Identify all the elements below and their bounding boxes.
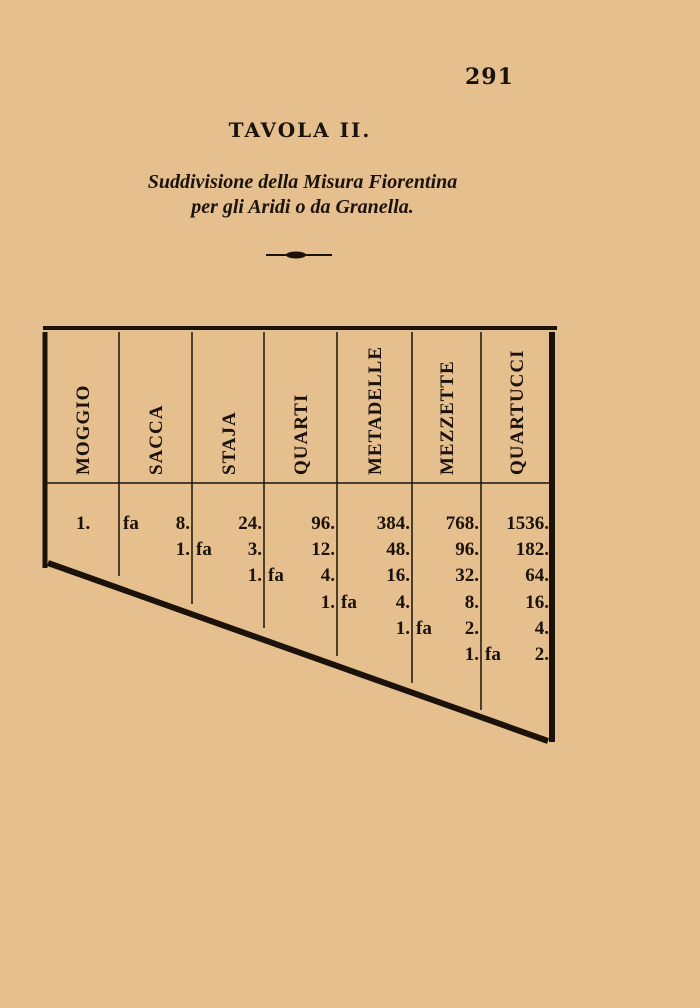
cell-prefix: fa bbox=[485, 644, 501, 665]
cell-value: 96. bbox=[455, 539, 479, 561]
cell-value: 64. bbox=[525, 565, 549, 587]
cell-value: 1. bbox=[395, 617, 410, 639]
cell-prefix: fa bbox=[416, 617, 432, 639]
subtitle bbox=[80, 170, 525, 220]
table-cell bbox=[265, 540, 337, 562]
table-cell bbox=[482, 540, 551, 562]
cell-value: 1. bbox=[464, 644, 479, 665]
column-header-quartucci: QUARTUCCI bbox=[506, 349, 528, 475]
cell-value: 48. bbox=[386, 539, 410, 561]
page-title: TAVOLA II. bbox=[228, 118, 372, 142]
table-cell bbox=[413, 619, 481, 641]
cell-prefix: fa bbox=[268, 565, 284, 587]
cell-value: 4. bbox=[395, 591, 410, 613]
table-cell bbox=[482, 566, 551, 588]
table-cell bbox=[193, 540, 264, 562]
cell-prefix: fa bbox=[123, 513, 139, 534]
table-cell bbox=[338, 540, 412, 562]
cell-value: 16. bbox=[525, 591, 549, 613]
column-header-staja: STAJA bbox=[218, 411, 240, 475]
cell-value: 32. bbox=[455, 565, 479, 587]
table-cell bbox=[265, 593, 337, 615]
cell-value: 24. bbox=[238, 513, 262, 534]
table-cell bbox=[338, 619, 412, 641]
cell-value: 1. bbox=[320, 591, 335, 613]
table-cell bbox=[193, 514, 264, 536]
ornament-rule bbox=[266, 251, 332, 259]
cell-value: 96. bbox=[311, 513, 335, 534]
table-cell bbox=[413, 593, 481, 615]
table-cell bbox=[338, 514, 412, 536]
cell-prefix: fa bbox=[341, 591, 357, 613]
subtitle-line-2: per gli Aridi o da Granella. bbox=[191, 196, 414, 218]
table-cell bbox=[413, 566, 481, 588]
table-cell bbox=[482, 593, 551, 615]
cell-value: 8. bbox=[175, 513, 190, 534]
table-cell bbox=[482, 645, 551, 667]
table-cell bbox=[265, 514, 337, 536]
column-header-metadelle: METADELLE bbox=[365, 345, 386, 475]
cell-value: 4. bbox=[534, 617, 549, 639]
cell-value: 12. bbox=[311, 539, 335, 561]
cell-value: 2. bbox=[534, 644, 549, 665]
table-cell bbox=[46, 514, 119, 536]
cell-value: 2. bbox=[464, 617, 479, 639]
table-cell bbox=[265, 566, 337, 588]
cell-value: 384. bbox=[376, 513, 410, 534]
cell-value: 1. bbox=[76, 513, 91, 534]
table-cell bbox=[413, 645, 481, 667]
column-header-quarti: QUARTI bbox=[291, 393, 312, 475]
cell-value: 16. bbox=[386, 565, 410, 587]
measures-table bbox=[40, 320, 560, 750]
cell-value: 768. bbox=[445, 513, 479, 534]
table-cell bbox=[482, 514, 551, 536]
cell-prefix: fa bbox=[196, 539, 212, 561]
cell-value: 8. bbox=[464, 591, 479, 613]
table-cell bbox=[338, 593, 412, 615]
cell-value: 1536. bbox=[506, 513, 549, 534]
cell-value: 3. bbox=[247, 539, 262, 561]
cell-value: 182. bbox=[515, 539, 549, 561]
table-cell bbox=[193, 566, 264, 588]
subtitle-line-1: Suddivisione della Misura Fiorentina bbox=[147, 171, 458, 193]
table-cell bbox=[338, 566, 412, 588]
cell-value: 1. bbox=[175, 539, 190, 561]
table-cell bbox=[413, 514, 481, 536]
column-header-mezzette: MEZZETTE bbox=[437, 360, 458, 475]
cell-value: 4. bbox=[320, 565, 335, 587]
table-cell bbox=[413, 540, 481, 562]
column-header-moggio: MOGGIO bbox=[72, 384, 94, 475]
table-cell bbox=[120, 514, 192, 536]
column-header-sacca: SACCA bbox=[146, 404, 167, 475]
table-cell bbox=[482, 619, 551, 641]
cell-value: 1. bbox=[247, 565, 262, 587]
page-number: 291 bbox=[465, 64, 514, 90]
table-cell bbox=[120, 540, 192, 562]
